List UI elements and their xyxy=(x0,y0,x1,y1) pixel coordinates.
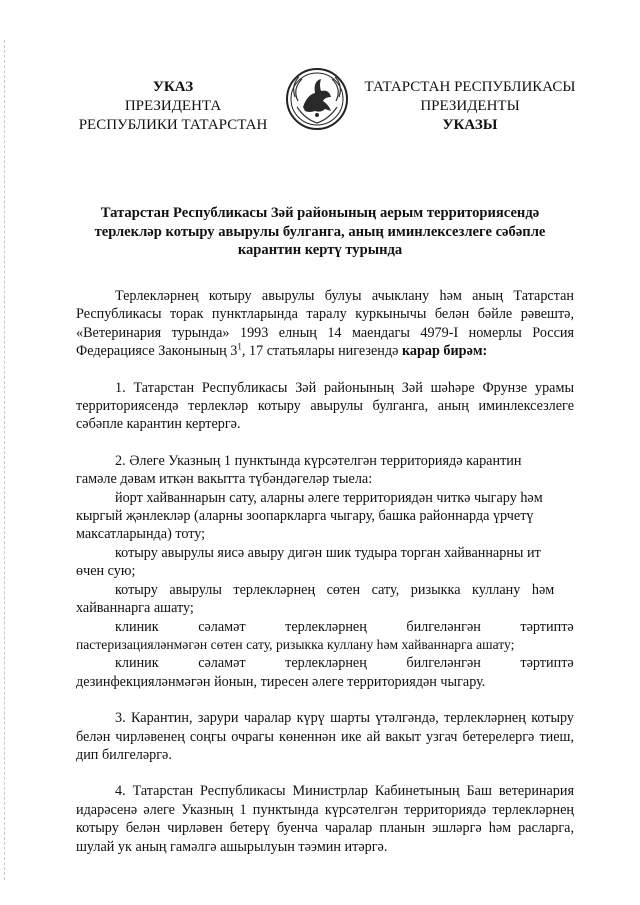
header-russian xyxy=(70,78,276,135)
paragraph-4 xyxy=(76,782,574,856)
paragraph-line: кыргый җәнлекләр (аларны зоопаркларга чыгару, башка районнарда үрчетү xyxy=(76,508,534,525)
paragraph-line: итәргә. xyxy=(344,838,388,855)
title-line-1: Татарстан Республикасы Зәй районының аерым территориясендә xyxy=(100,205,540,221)
preamble-resolution: карар бирәм: xyxy=(401,343,488,360)
header-right-line-3: УКАЗЫ xyxy=(442,117,498,133)
decree-title xyxy=(82,204,558,260)
paragraph-line: хайваннарга ашату; xyxy=(76,600,194,617)
decree-body xyxy=(76,287,574,856)
paragraph-1 xyxy=(76,379,574,434)
preamble-line: «Ветеринария турында» 1993 елның 14 маендагы 4979-I номерлы Россия xyxy=(76,324,574,341)
paragraph-3 xyxy=(76,709,574,764)
header-left-line-1: УКАЗ xyxy=(152,79,194,95)
paragraph-line: планын эшләргә һәм расларга, шулай ук аның гамәлгә ашырылуын тәэмин xyxy=(76,820,575,855)
preamble-line: Терлекләрнең котыру авырулы булуы ачыклану һәм аның Татарстан xyxy=(115,288,574,304)
title-line-3: карантин кертү турында xyxy=(237,242,403,258)
header-left-line-3: РЕСПУБЛИКИ ТАТАРСТАН xyxy=(78,117,268,133)
paragraph-line: өчен сую; xyxy=(76,563,136,580)
header-right-line-2: ПРЕЗИДЕНТЫ xyxy=(420,98,520,114)
paragraph-line: территориядә терлекләрнең котыру белән чирләвен бетерү буенча чаралар xyxy=(76,801,575,837)
header-tatar xyxy=(358,78,582,135)
paragraph-line: йорт хайваннарын сату, аларны әлеге территориядән читкә чыгару һәм xyxy=(115,489,543,506)
paragraph-line: 1. Татарстан Республикасы Зәй районының Зәй шәһәре Фрунзе урамы xyxy=(115,379,574,396)
paragraph-line: 2. Әлеге Указның 1 пунктында күрсәтелгән территориядә карантин xyxy=(115,452,522,469)
paragraph-line: сәбәпле карантин кертергә. xyxy=(76,416,241,433)
paragraph-line: клиник сәламәт терлекләрнең билгеләнгән тәртиптә xyxy=(115,618,574,635)
preamble-line: Республикасы торак пунктларында таралу куркынычы белән бәйле рәвештә, xyxy=(76,306,574,323)
paragraph-line: котыру белән чирләвенең соңгы очрагы көненнән ике ай вакыт узгач xyxy=(76,710,574,745)
paragraph-line: 3. Карантин, зарури чаралар күрү шарты үтәлгәндә, терлекләрнең xyxy=(115,710,526,727)
title-line-2: терлекләр котыру авырулы булганга, аның иминлексезлеге сәбәпле xyxy=(94,223,546,240)
scan-edge-line xyxy=(4,40,5,880)
paragraph-line: котыру авырулы терлекләрнең сөтен сату, ризыкка куллану һәм xyxy=(115,581,555,598)
paragraph-line: котыру авырулы яисә авыру дигән шик тудыра торган хайваннарны ит xyxy=(115,544,541,561)
preamble-paragraph xyxy=(76,287,574,361)
paragraph-line: пастеризацияләнмәгән сөтен сату, ризыкка куллану һәм хайваннарга ашату; xyxy=(76,636,515,652)
paragraph-2 xyxy=(76,452,574,691)
preamble-line: Федерациясе Законының 3 xyxy=(76,343,238,360)
paragraph-line: ветеринария идарәсенә әлеге Указның 1 пунктында күрсәтелгән xyxy=(76,783,575,818)
paragraph-line: максатларында) тоту; xyxy=(76,526,206,543)
paragraph-line: клиник сәламәт терлекләрнең билгеләнгән тәртиптә xyxy=(115,655,574,672)
header-right-line-1: ТАТАРСТАН РЕСПУБЛИКАСЫ xyxy=(364,79,576,95)
paragraph-line: дезинфекцияләнмәгән йонын, тиресен әлеге территориядән чыгару. xyxy=(76,673,486,690)
superscript: 1 xyxy=(237,341,242,352)
paragraph-line: 4. Татарстан Республикасы Министрлар Кабинетының Баш xyxy=(115,783,492,800)
paragraph-line: бетерелергә тиеш, дип билгеләргә. xyxy=(76,728,575,763)
tatarstan-coat-of-arms-icon xyxy=(285,67,349,131)
header-left-line-2: ПРЕЗИДЕНТА xyxy=(124,98,222,114)
paragraph-line: гамәле дәвам иткән вакытта түбәндәгеләр тыела: xyxy=(76,471,373,488)
preamble-tail: , 17 статьялары нигезендә xyxy=(241,343,402,360)
paragraph-line: территориясендә терлекләр котыру авырулы булганга, аның иминлексезлеге xyxy=(76,398,574,415)
